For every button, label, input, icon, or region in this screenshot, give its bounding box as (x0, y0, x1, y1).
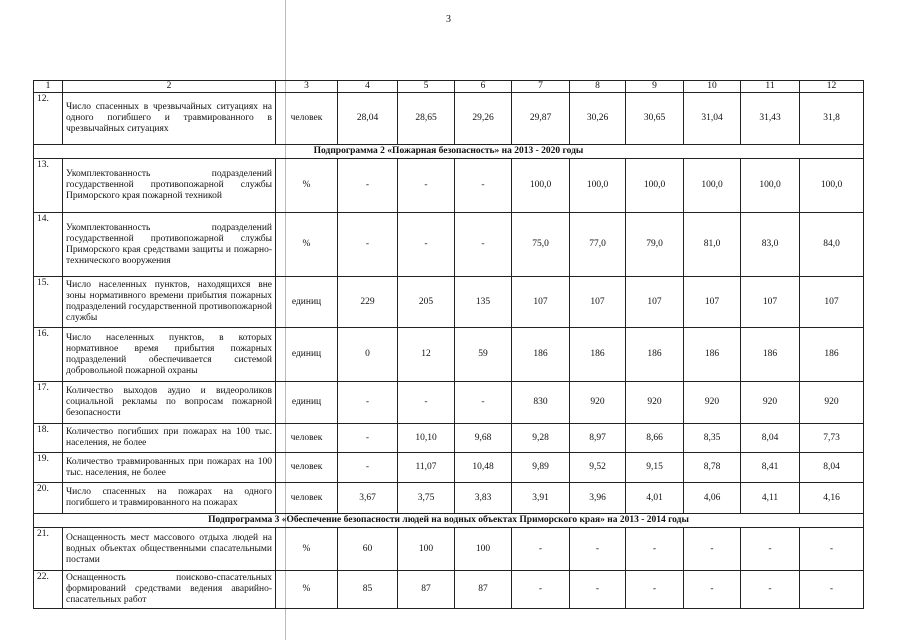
value-cell: 31,04 (684, 93, 741, 145)
row-number: 12. (34, 93, 63, 145)
value-cell: 920 (741, 382, 800, 424)
unit-cell: % (276, 528, 338, 571)
table-row (34, 213, 864, 277)
value-cell: 4,11 (741, 483, 800, 514)
value-cell: - (455, 159, 512, 213)
value-cell: - (626, 528, 684, 571)
table-row (34, 571, 864, 609)
value-cell: 7,73 (800, 424, 864, 453)
value-cell: - (741, 571, 800, 609)
value-cell: 830 (512, 382, 570, 424)
value-cell: 100 (455, 528, 512, 571)
row-number: 20. (34, 483, 63, 514)
value-cell: 9,52 (570, 453, 626, 483)
row-number: 21. (34, 528, 63, 571)
row-number: 17. (34, 382, 63, 424)
value-cell: 12 (398, 328, 455, 382)
table-row (34, 93, 864, 145)
value-cell: 100,0 (626, 159, 684, 213)
value-cell: 28,04 (338, 93, 398, 145)
unit-cell: человек (276, 93, 338, 145)
column-header: 10 (684, 81, 741, 93)
page-number: 3 (446, 14, 451, 25)
value-cell: 3,75 (398, 483, 455, 514)
value-cell: 8,66 (626, 424, 684, 453)
value-cell: 186 (684, 328, 741, 382)
value-cell: 100,0 (512, 159, 570, 213)
unit-cell: человек (276, 424, 338, 453)
value-cell: 920 (800, 382, 864, 424)
value-cell: 186 (741, 328, 800, 382)
column-header: 11 (741, 81, 800, 93)
value-cell: - (338, 424, 398, 453)
value-cell: - (570, 571, 626, 609)
value-cell: - (398, 213, 455, 277)
value-cell: 11,07 (398, 453, 455, 483)
value-cell: 77,0 (570, 213, 626, 277)
value-cell: - (684, 571, 741, 609)
value-cell: 30,26 (570, 93, 626, 145)
table-row (34, 328, 864, 382)
value-cell: 186 (800, 328, 864, 382)
indicator-name: Оснащенность поисково-спасательных формирований средствами ведения аварийно-спасательных работ (63, 571, 276, 609)
value-cell: 3,67 (338, 483, 398, 514)
value-cell: - (626, 571, 684, 609)
value-cell: - (512, 528, 570, 571)
row-number: 13. (34, 159, 63, 213)
indicator-name: Оснащенность мест массового отдыха людей на водных объектах общественными спасательными постами (63, 528, 276, 571)
value-cell: 84,0 (800, 213, 864, 277)
subprogram-header-row (34, 514, 864, 528)
value-cell: 8,35 (684, 424, 741, 453)
subprogram-title: Подпрограмма 2 «Пожарная безопасность» на 2013 - 2020 годы (34, 145, 864, 159)
value-cell: 4,06 (684, 483, 741, 514)
column-header: 12 (800, 81, 864, 93)
value-cell: 920 (626, 382, 684, 424)
table-row (34, 424, 864, 453)
column-header: 4 (338, 81, 398, 93)
row-number: 14. (34, 213, 63, 277)
column-header: 3 (276, 81, 338, 93)
value-cell: 8,41 (741, 453, 800, 483)
value-cell: 29,26 (455, 93, 512, 145)
value-cell: 100,0 (741, 159, 800, 213)
unit-cell: % (276, 571, 338, 609)
table-row (34, 453, 864, 483)
column-header: 7 (512, 81, 570, 93)
row-number: 16. (34, 328, 63, 382)
value-cell: 4,01 (626, 483, 684, 514)
value-cell: - (338, 213, 398, 277)
value-cell: 8,78 (684, 453, 741, 483)
value-cell: 10,10 (398, 424, 455, 453)
subprogram-title: Подпрограмма 3 «Обеспечение безопасности людей на водных объектах Приморского края» на 2013 - 2014 годы (34, 514, 864, 528)
value-cell: - (800, 528, 864, 571)
column-header: 8 (570, 81, 626, 93)
value-cell: 3,91 (512, 483, 570, 514)
value-cell: 85 (338, 571, 398, 609)
value-cell: 9,89 (512, 453, 570, 483)
value-cell: 87 (398, 571, 455, 609)
row-number: 22. (34, 571, 63, 609)
value-cell: 186 (626, 328, 684, 382)
value-cell: 60 (338, 528, 398, 571)
unit-cell: % (276, 213, 338, 277)
unit-cell: единиц (276, 382, 338, 424)
header-row (34, 81, 864, 93)
value-cell: 107 (570, 277, 626, 328)
table-row (34, 382, 864, 424)
value-cell: 107 (512, 277, 570, 328)
subprogram-header-row (34, 145, 864, 159)
table-row (34, 277, 864, 328)
indicators-table (33, 80, 864, 609)
value-cell: 75,0 (512, 213, 570, 277)
value-cell: - (800, 571, 864, 609)
value-cell: 4,16 (800, 483, 864, 514)
value-cell: 28,65 (398, 93, 455, 145)
unit-cell: человек (276, 483, 338, 514)
table-row (34, 528, 864, 571)
value-cell: 920 (570, 382, 626, 424)
value-cell: 79,0 (626, 213, 684, 277)
value-cell: 100 (398, 528, 455, 571)
value-cell: 186 (570, 328, 626, 382)
unit-cell: единиц (276, 277, 338, 328)
value-cell: - (684, 528, 741, 571)
value-cell: 31,8 (800, 93, 864, 145)
value-cell: 107 (684, 277, 741, 328)
unit-cell: человек (276, 453, 338, 483)
value-cell: 31,43 (741, 93, 800, 145)
value-cell: - (455, 213, 512, 277)
value-cell: - (338, 159, 398, 213)
indicator-name: Число населенных пунктов, в которых нормативное время прибытия пожарных подразделений обеспечивается системой добровольной пожарной охраны (63, 328, 276, 382)
row-number: 18. (34, 424, 63, 453)
value-cell: 30,65 (626, 93, 684, 145)
indicator-name: Число спасенных на пожарах на одного погибшего и травмированного на пожарах (63, 483, 276, 514)
value-cell: 100,0 (800, 159, 864, 213)
value-cell: 135 (455, 277, 512, 328)
value-cell: 107 (626, 277, 684, 328)
value-cell: - (338, 453, 398, 483)
value-cell: 81,0 (684, 213, 741, 277)
column-header: 6 (455, 81, 512, 93)
table-row (34, 483, 864, 514)
value-cell: - (570, 528, 626, 571)
indicator-name: Укомплектованность подразделений государственной противопожарной службы Приморского края пожарной техникой (63, 159, 276, 213)
row-number: 15. (34, 277, 63, 328)
value-cell: 205 (398, 277, 455, 328)
value-cell: 8,97 (570, 424, 626, 453)
value-cell: 59 (455, 328, 512, 382)
unit-cell: % (276, 159, 338, 213)
value-cell: 29,87 (512, 93, 570, 145)
column-header: 9 (626, 81, 684, 93)
unit-cell: единиц (276, 328, 338, 382)
value-cell: 9,68 (455, 424, 512, 453)
value-cell: 186 (512, 328, 570, 382)
value-cell: 920 (684, 382, 741, 424)
value-cell: - (741, 528, 800, 571)
indicator-name: Количество погибших при пожарах на 100 тыс. населения, не более (63, 424, 276, 453)
value-cell: 3,83 (455, 483, 512, 514)
table-row (34, 159, 864, 213)
row-number: 19. (34, 453, 63, 483)
value-cell: - (512, 571, 570, 609)
value-cell: 87 (455, 571, 512, 609)
value-cell: - (338, 382, 398, 424)
indicator-name: Количество травмированных при пожарах на 100 тыс. населения, не более (63, 453, 276, 483)
indicator-name: Количество выходов аудио и видеороликов социальной рекламы по вопросам пожарной безопасности (63, 382, 276, 424)
value-cell: 9,15 (626, 453, 684, 483)
value-cell: - (398, 382, 455, 424)
column-header: 5 (398, 81, 455, 93)
value-cell: 100,0 (684, 159, 741, 213)
value-cell: 9,28 (512, 424, 570, 453)
indicator-name: Число населенных пунктов, находящихся вне зоны нормативного времени прибытия пожарных подразделений государственной противопожарной службы (63, 277, 276, 328)
value-cell: 0 (338, 328, 398, 382)
indicator-name: Число спасенных в чрезвычайных ситуациях на одного погибшего и травмированного в чрезвычайных ситуациях (63, 93, 276, 145)
value-cell: 3,96 (570, 483, 626, 514)
value-cell: 107 (800, 277, 864, 328)
value-cell: 100,0 (570, 159, 626, 213)
value-cell: 8,04 (800, 453, 864, 483)
value-cell: 83,0 (741, 213, 800, 277)
value-cell: 10,48 (455, 453, 512, 483)
value-cell: 107 (741, 277, 800, 328)
value-cell: - (398, 159, 455, 213)
value-cell: 229 (338, 277, 398, 328)
value-cell: 8,04 (741, 424, 800, 453)
column-header: 2 (63, 81, 276, 93)
column-header: 1 (34, 81, 63, 93)
value-cell: - (455, 382, 512, 424)
indicator-name: Укомплектованность подразделений государственной противопожарной службы Приморского края средствами защиты и пожарно-технического вооружения (63, 213, 276, 277)
